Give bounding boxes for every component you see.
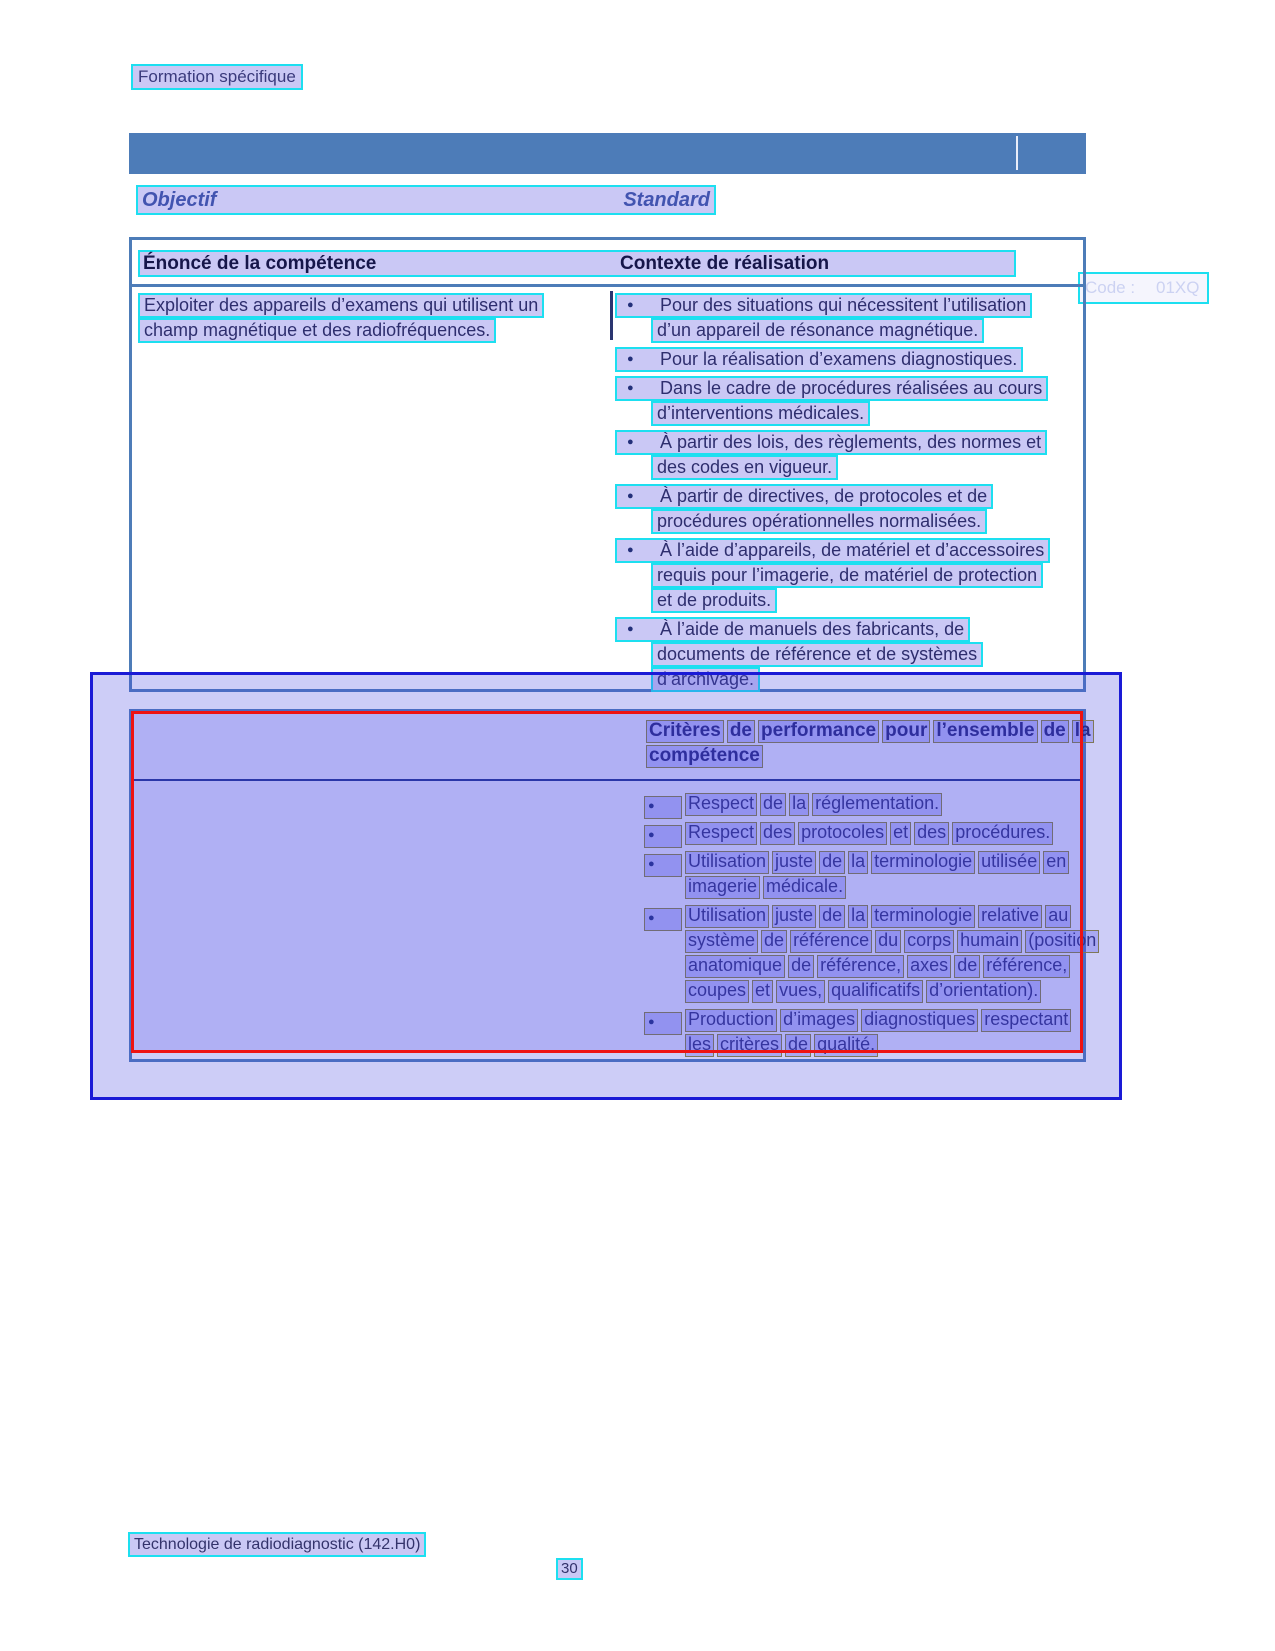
word-box: protocoles — [798, 822, 887, 845]
context-bullet-item — [615, 538, 1077, 613]
context-bullet-item — [615, 617, 1077, 692]
word-box: diagnostiques — [861, 1009, 978, 1032]
bullet-line: ● Pour la réalisation d’examens diagnostiques. — [615, 347, 1023, 372]
word-box: la — [789, 793, 809, 816]
word-box: et — [752, 980, 773, 1003]
word-box: terminologie — [871, 905, 975, 928]
code-value: 01XQ — [1156, 278, 1200, 297]
word-box: du — [875, 930, 901, 953]
word-box: référence, — [817, 955, 904, 978]
word-box: les — [685, 1034, 714, 1057]
word-box: procédures. — [952, 822, 1053, 845]
bullet-line: et de produits. — [651, 588, 777, 613]
word-box: juste — [772, 905, 816, 928]
competence-line: champ magnétique et des radiofréquences. — [138, 318, 496, 343]
word-box: axes — [907, 955, 951, 978]
criteria-line — [685, 930, 1097, 955]
criteria-bullet-item — [644, 1009, 1086, 1059]
bullet-icon: ● — [627, 544, 634, 556]
page-number: 30 — [556, 1558, 583, 1580]
criteria-line — [685, 955, 1086, 980]
word-box: qualificatifs — [828, 980, 923, 1003]
table-header-row — [138, 250, 1016, 277]
criteria-header — [646, 720, 1091, 770]
word-box: Utilisation — [685, 851, 769, 874]
bullet-icon: ● — [644, 825, 682, 848]
criteria-header-divider — [134, 779, 1081, 781]
criteria-line — [644, 822, 1086, 847]
word-box: de — [819, 851, 845, 874]
word-box: système — [685, 930, 758, 953]
section-label: Formation spécifique — [131, 64, 303, 90]
context-bullet-item — [615, 376, 1077, 426]
competence-line: Exploiter des appareils d’examens qui utilisent un — [138, 293, 544, 318]
objectif-heading: Objectif — [142, 188, 217, 211]
bullet-line: ● À l’aide d’appareils, de matériel et d’accessoires — [615, 538, 1050, 563]
word-box: de — [954, 955, 980, 978]
word-box: humain — [957, 930, 1022, 953]
word-box: la — [848, 905, 868, 928]
context-bullet-item — [615, 484, 1077, 534]
word-box: Critères — [646, 720, 724, 743]
bullet-line: ● À partir de directives, de protocoles et de — [615, 484, 993, 509]
bullet-icon: ● — [627, 436, 634, 448]
competence-table — [129, 237, 1086, 692]
word-box: vues, — [776, 980, 825, 1003]
bullet-icon: ● — [627, 490, 634, 502]
bullet-line: des codes en vigueur. — [651, 455, 838, 480]
word-box: relative — [978, 905, 1042, 928]
criteria-line — [646, 745, 1086, 770]
word-box: la — [1072, 720, 1094, 743]
word-box: l’ensemble — [933, 720, 1037, 743]
header-row-divider — [132, 284, 1083, 287]
annotation-artifact — [610, 291, 613, 340]
context-bullet-item — [615, 347, 1077, 372]
word-box: de — [727, 720, 755, 743]
word-box: coupes — [685, 980, 749, 1003]
column-header-competence: Énoncé de la compétence — [143, 253, 377, 274]
bullet-line: d’un appareil de résonance magnétique. — [651, 318, 984, 343]
word-box: au — [1045, 905, 1071, 928]
word-box: d’images — [780, 1009, 858, 1032]
word-box: de — [819, 905, 845, 928]
criteria-bullet-list — [644, 793, 1097, 1063]
bullet-line: documents de référence et de systèmes — [651, 642, 983, 667]
word-box: et — [890, 822, 911, 845]
word-box: réglementation. — [812, 793, 942, 816]
context-bullet-list — [615, 293, 1077, 696]
criteria-line — [685, 876, 1086, 901]
criteria-line — [644, 1009, 1086, 1034]
word-box: juste — [772, 851, 816, 874]
code-box — [1078, 272, 1209, 304]
word-box: des — [760, 822, 795, 845]
bullet-line: d’interventions médicales. — [651, 401, 870, 426]
criteria-bullet-item — [644, 822, 1086, 847]
word-box: de — [785, 1034, 811, 1057]
word-box: Respect — [685, 793, 757, 816]
word-box: qualité. — [814, 1034, 878, 1057]
bullet-icon: ● — [644, 908, 682, 931]
word-box: compétence — [646, 745, 763, 768]
word-box: en — [1043, 851, 1069, 874]
context-bullet-item — [615, 430, 1077, 480]
column-header-contexte: Contexte de réalisation — [620, 253, 830, 274]
criteria-line — [644, 851, 1086, 876]
bullet-line: ● À l’aide de manuels des fabricants, de — [615, 617, 970, 642]
bullet-line: ● Pour des situations qui nécessitent l’utilisation — [615, 293, 1032, 318]
bullet-icon: ● — [644, 1012, 682, 1035]
word-box: pour — [882, 720, 930, 743]
bullet-line: d’archivage. — [651, 667, 760, 692]
word-box: (position — [1025, 930, 1099, 953]
word-box: imagerie — [685, 876, 760, 899]
bullet-line: ● À partir des lois, des règlements, des normes et — [615, 430, 1047, 455]
standard-heading: Standard — [623, 188, 710, 211]
word-box: de — [788, 955, 814, 978]
word-box: corps — [904, 930, 954, 953]
word-box: de — [1041, 720, 1069, 743]
word-box: référence — [790, 930, 872, 953]
word-box: référence, — [983, 955, 1070, 978]
context-bullet-item — [615, 293, 1077, 343]
word-box: de — [761, 930, 787, 953]
word-box: Utilisation — [685, 905, 769, 928]
word-box: terminologie — [871, 851, 975, 874]
criteria-table — [129, 709, 1097, 1062]
word-box: des — [914, 822, 949, 845]
bullet-icon: ● — [627, 299, 634, 311]
word-box: respectant — [981, 1009, 1071, 1032]
word-box: critères — [717, 1034, 782, 1057]
criteria-bullet-item — [644, 793, 1086, 818]
word-box: médicale. — [763, 876, 846, 899]
criteria-bullet-item — [644, 851, 1086, 901]
bullet-line: ● Dans le cadre de procédures réalisées au cours — [615, 376, 1048, 401]
word-box: performance — [758, 720, 879, 743]
bullet-icon: ● — [627, 382, 634, 394]
word-box: Production — [685, 1009, 777, 1032]
criteria-line — [646, 720, 1091, 745]
bullet-line: requis pour l’imagerie, de matériel de protection — [651, 563, 1043, 588]
word-box: de — [760, 793, 786, 816]
bullet-icon: ● — [627, 353, 634, 365]
competence-statement — [138, 293, 608, 343]
criteria-line — [685, 1034, 1086, 1059]
footer-title: Technologie de radiodiagnostic (142.H0) — [128, 1532, 426, 1557]
word-box: anatomique — [685, 955, 785, 978]
word-box: Respect — [685, 822, 757, 845]
word-box: la — [848, 851, 868, 874]
criteria-line — [685, 980, 1086, 1005]
word-box: utilisée — [978, 851, 1040, 874]
bullet-icon: ● — [644, 796, 682, 819]
criteria-bullet-item — [644, 905, 1097, 1005]
code-label: Code : — [1085, 278, 1136, 297]
criteria-line — [644, 905, 1086, 930]
bullet-icon: ● — [627, 623, 634, 635]
word-box: d’orientation). — [926, 980, 1041, 1003]
bullet-icon: ● — [644, 854, 682, 877]
headings-band — [136, 185, 716, 215]
bullet-line: procédures opérationnelles normalisées. — [651, 509, 987, 534]
criteria-line — [644, 793, 1086, 818]
code-cell-divider — [1016, 136, 1018, 170]
